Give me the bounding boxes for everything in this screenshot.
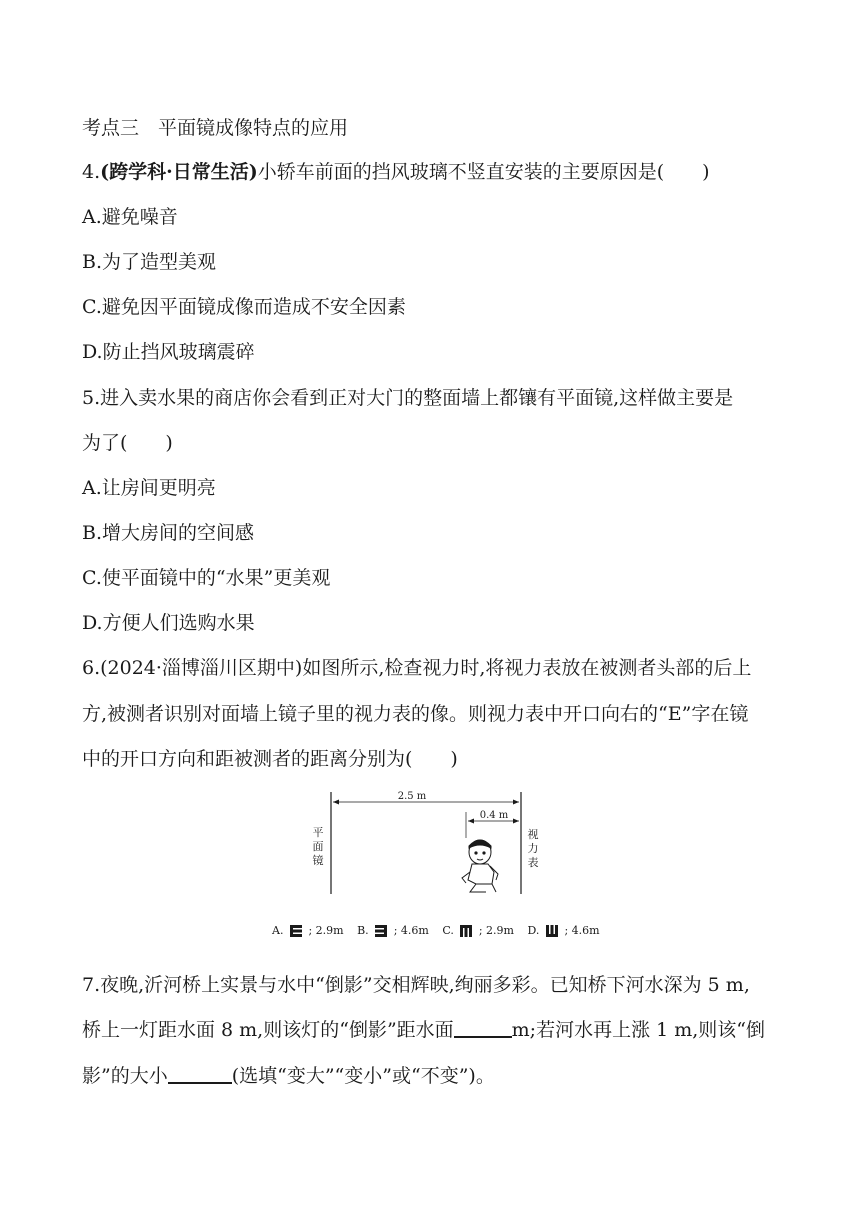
question-4-stem <box>82 160 710 184</box>
q6-choice-c <box>442 924 514 938</box>
eye-test-figure <box>300 788 540 898</box>
q4-option-b: B.为了造型美观 <box>82 251 217 273</box>
question-7-line3 <box>82 1064 495 1088</box>
q7-text-part: (选填“变大”“变小”或“不变”)。 <box>231 1065 495 1087</box>
answer-blank-1[interactable] <box>454 1018 512 1038</box>
mirror-label-3: 镜 <box>312 854 324 867</box>
question-text: 小轿车前面的挡风玻璃不竖直安装的主要原因是( ) <box>257 161 710 183</box>
mirror-label-1: 平 <box>312 826 324 839</box>
choice-letter: B. <box>357 924 369 937</box>
E-up-icon <box>545 924 559 938</box>
partial-distance-label: 0.4 m <box>479 810 509 821</box>
choice-text: ; 4.6m <box>564 924 600 937</box>
question-5-line2: 为了( ) <box>82 432 173 454</box>
chart-label-3: 表 <box>527 856 539 869</box>
choice-letter: D. <box>527 924 540 937</box>
arrowhead-right-2 <box>513 819 519 824</box>
q4-option-c: C.避免因平面镜成像而造成不安全因素 <box>82 296 406 318</box>
question-5-line1: 5.进入卖水果的商店你会看到正对大门的整面墙上都镶有平面镜,这样做主要是 <box>82 387 734 409</box>
section-title: 考点三 平面镜成像特点的应用 <box>82 117 349 139</box>
arrowhead-left-2 <box>468 819 474 824</box>
arrowhead-right <box>513 800 519 805</box>
q6-choice-b <box>357 924 429 938</box>
question-6-line3: 中的开口方向和距被测者的距离分别为( ) <box>82 748 458 770</box>
choice-text: ; 2.9m <box>478 924 514 937</box>
q7-text-part: m;若河水再上涨 1 m,则该“倒 <box>511 1019 766 1041</box>
q7-text-part: 桥上一灯距水面 8 m,则该灯的“倒影”距水面 <box>82 1019 454 1041</box>
choice-text: ; 2.9m <box>308 924 344 937</box>
q6-answer-choices <box>272 924 610 938</box>
q4-option-d: D.防止挡风玻璃震碎 <box>82 341 255 363</box>
arrowhead-left <box>333 800 339 805</box>
q5-option-a: A.让房间更明亮 <box>82 477 216 499</box>
E-left-icon <box>374 924 388 938</box>
seated-person-icon <box>462 840 498 892</box>
choice-letter: C. <box>442 924 454 937</box>
q4-option-a: A.避免噪音 <box>82 206 178 228</box>
q5-option-d: D.方便人们选购水果 <box>82 612 255 634</box>
E-down-icon <box>459 924 473 938</box>
choice-letter: A. <box>272 924 284 937</box>
q6-choice-a <box>272 924 344 938</box>
chart-label-1: 视 <box>527 828 539 841</box>
choice-text: ; 4.6m <box>393 924 429 937</box>
q7-text-part: 影”的大小 <box>82 1065 168 1087</box>
question-tag: (跨学科·日常生活) <box>100 161 258 183</box>
question-number: 4. <box>82 161 101 183</box>
answer-blank-2[interactable] <box>168 1064 232 1084</box>
E-right-icon <box>289 924 303 938</box>
mirror-label-2: 面 <box>312 840 324 853</box>
q6-choice-d <box>528 924 600 938</box>
question-7-line1: 7.夜晚,沂河桥上实景与水中“倒影”交相辉映,绚丽多彩。已知桥下河水深为 5 m, <box>82 974 750 996</box>
q5-option-b: B.增大房间的空间感 <box>82 522 255 544</box>
q5-option-c: C.使平面镜中的“水果”更美观 <box>82 567 331 589</box>
chart-label-2: 力 <box>527 842 539 855</box>
question-6-line2: 方,被测者识别对面墙上镜子里的视力表的像。则视力表中开口向右的“E”字在镜 <box>82 703 749 725</box>
question-6-line1: 6.(2024·淄博淄川区期中)如图所示,检查视力时,将视力表放在被测者头部的后上 <box>82 657 752 679</box>
total-distance-label: 2.5 m <box>397 791 427 802</box>
question-7-line2 <box>82 1018 765 1042</box>
